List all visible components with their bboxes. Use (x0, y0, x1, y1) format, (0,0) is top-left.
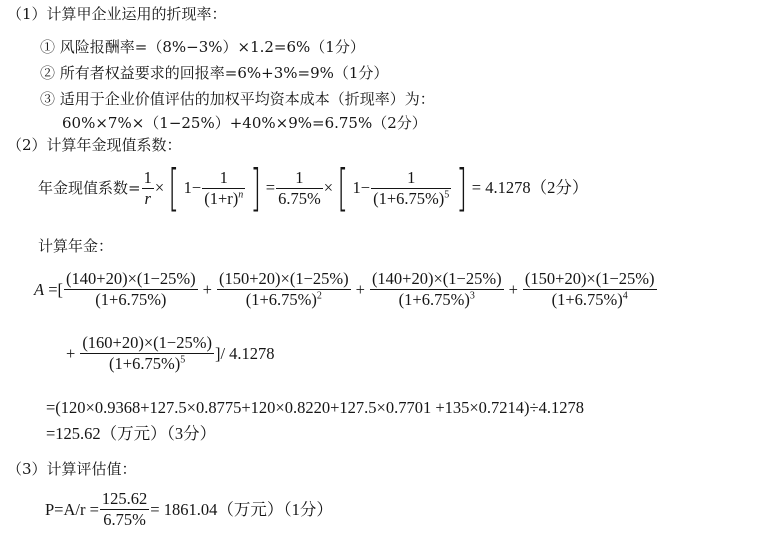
den-base: (1+6.75%) (398, 290, 470, 309)
term-year4 (523, 270, 657, 309)
times-sign: × (154, 178, 165, 197)
den-base: (1+6.75%) (109, 354, 181, 373)
fraction-discount-5yr (371, 169, 451, 208)
den-base: (1+6.75%) (95, 290, 167, 309)
frac-num: 1 (276, 169, 323, 189)
frac-num: (150+20)×(1−25%) (524, 269, 655, 288)
den-base: (1+r) (204, 188, 239, 208)
right-bracket: ] (250, 159, 262, 217)
den-base: (1+6.75%) (373, 188, 445, 208)
den-base: (1+6.75%) (551, 290, 623, 309)
den-exp: 5 (444, 189, 450, 200)
frac-den: r (144, 188, 151, 208)
divide-by-coefficient: ]/ 4.1278 (214, 343, 275, 363)
part1-wacc-calc: 60%×7%×（1−25%）+40%×9%=6.75%（2分） (62, 114, 427, 132)
annuity-expanded-calc: =(120×0.9368+127.5×0.8775+120×0.8220+127.5×0.7701 +135×0.7214)÷4.1278 (46, 398, 584, 417)
frac-den (202, 189, 245, 208)
term-year5 (80, 334, 214, 373)
coefficient-result: = 4.1278（2分） (471, 178, 589, 197)
valuation-formula (45, 490, 333, 529)
part3-heading: （3）计算评估值： (7, 460, 137, 478)
fraction-valuation (100, 490, 149, 529)
frac-num: (140+20)×(1−25%) (66, 269, 196, 288)
frac-den (217, 290, 351, 309)
coefficient-label: 年金现值系数= (38, 179, 141, 197)
frac-den (80, 354, 214, 373)
times-sign: × (323, 178, 334, 197)
plus-sign: + (202, 279, 212, 299)
frac-num: (160+20)×(1−25%) (82, 333, 212, 352)
one-minus: 1− (352, 178, 371, 197)
annuity-sum-formula (34, 270, 658, 309)
annuity-heading: 计算年金： (38, 237, 114, 255)
term-year3 (370, 270, 504, 309)
frac-den (371, 189, 451, 208)
fraction-one-over-r (142, 169, 154, 208)
left-bracket: [ (168, 159, 180, 217)
fraction-discount-general (202, 169, 245, 208)
part1-item-risk-premium: ① 风险报酬率=（8%−3%）×1.2=6%（1分） (40, 38, 365, 56)
right-bracket: ] (456, 159, 468, 217)
frac-den (370, 290, 504, 309)
part1-item-equity-return: ② 所有者权益要求的回报率=6%+3%=9%（1分） (40, 64, 389, 82)
fraction-one-over-rate (276, 169, 323, 208)
valuation-result: = 1861.04（万元）（1分） (150, 499, 333, 519)
den-base: (1+6.75%) (245, 290, 317, 309)
den-exp: 3 (469, 290, 475, 302)
equals-sign: = (265, 178, 276, 197)
annuity-sum-formula-cont (66, 334, 275, 373)
frac-num: 1 (143, 167, 152, 187)
frac-den: 6.75% (103, 510, 146, 529)
den-exp: 2 (316, 290, 322, 302)
frac-den (523, 290, 657, 309)
plus-sign: + (355, 279, 365, 299)
frac-num: 1 (371, 169, 451, 189)
one-minus: 1− (183, 178, 202, 197)
annuity-result: =125.62（万元）（3分） (46, 424, 217, 443)
annuity-label: A =[ (34, 279, 64, 299)
part1-item-wacc: ③ 适用于企业价值评估的加权平均资本成本（折现率）为： (40, 90, 435, 108)
part1-heading: （1）计算甲企业运用的折现率： (7, 5, 227, 23)
frac-num: (140+20)×(1−25%) (371, 269, 502, 288)
term-year2 (217, 270, 351, 309)
den-exp: 5 (180, 354, 186, 366)
annuity-coefficient-formula (38, 159, 589, 217)
den-exp: n (238, 189, 244, 200)
plus-sign: + (508, 279, 518, 299)
den-exp: 4 (622, 290, 628, 302)
frac-den: 6.75% (278, 188, 321, 208)
part2-heading: （2）计算年金现值系数： (7, 136, 182, 154)
plus-sign: + (66, 343, 76, 363)
frac-num: (150+20)×(1−25%) (218, 269, 349, 288)
frac-num: 1 (202, 169, 245, 189)
frac-den (64, 290, 198, 309)
term-year1 (64, 270, 198, 309)
left-bracket: [ (337, 159, 349, 217)
frac-num: 125.62 (101, 489, 148, 508)
valuation-label: P=A/r = (45, 499, 99, 519)
